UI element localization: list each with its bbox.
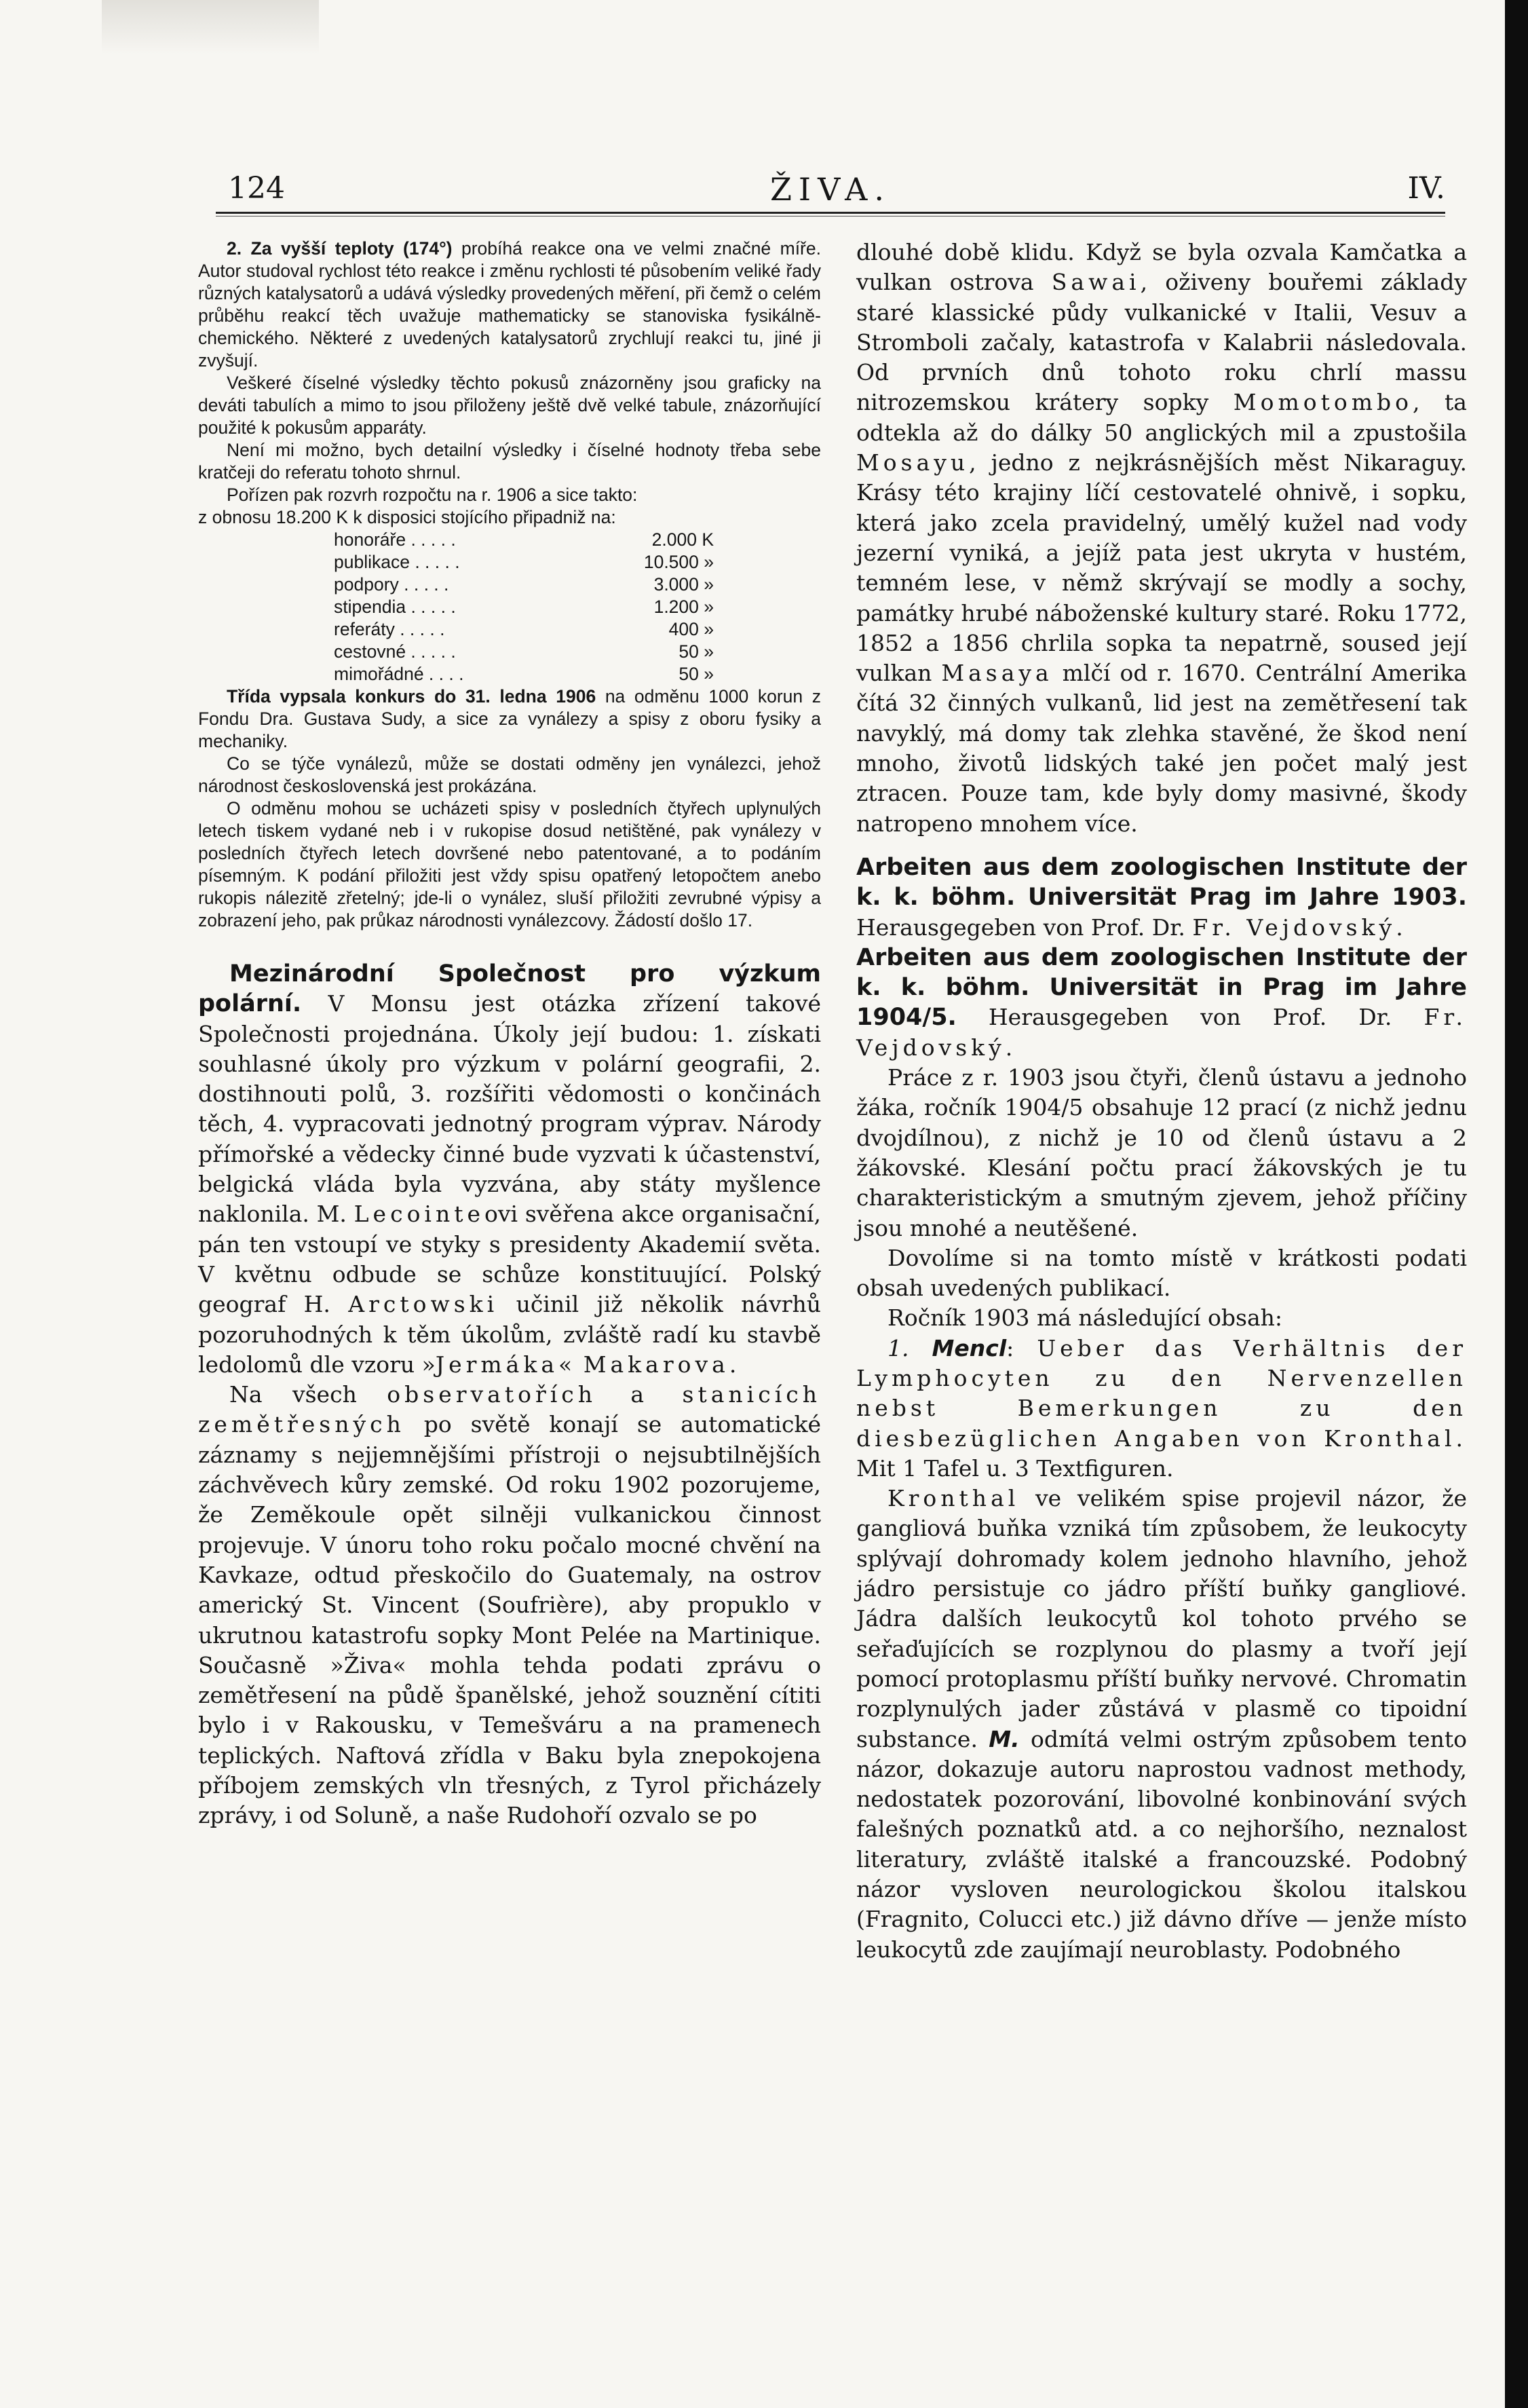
paragraph [198,1380,821,1830]
paragraph-text: , ta odtekla až do dálky 50 anglických mil a zpustošila [856,389,1467,446]
paragraph-text: V Monsu jest otázka zřízení takové Společnosti projednána. Úkoly její budou: 1. získati souhlasné úkoly pro výzkum v polární geografii, 2. dostihnouti polů, 3. rozšířiti vědomosti o končinách těch, 4. vypracovati jednotný program výprav. Národy přímořské a vědecky činné bude vyzvati k účastenství, belgická vláda byla vyzvána, aby státy myšlence naklonila. M. [198,990,821,1228]
table-row [334,573,714,596]
budget-table [334,529,714,685]
paragraph-text: Mit 1 Tafel u. 3 Textfiguren. [856,1454,1174,1482]
paragraph-text: ve velikém spise projevil názor, že gangliová buňka vzniká tím způsobem, že leukocyty splývají dohromady kolem jednoho hlavního, jehož jádro persistuje co jádro příští buňky gangliové. Jádra dalších leukocytů kol tohoto prvého se seřaďujících se rozplynou do plasmy a tvoří její pomocí protoplasmu příští buňky nervové. Chromatin rozplynulých jader zůstává v plasmě co tipoidní substance. [856,1485,1467,1752]
budget-amount: 50 » [679,664,714,684]
paragraph-text: probíhá reakce ona ve velmi značné míře. Autor studoval rychlost této reakce i změnu rychlosti té působením veliké řady různých katalysatorů a udává výsledky provedených měření, při čemž o celém průběhu reakcí těch uvažuje mathematicky se stanoviska fysikálně-chemického. Některé z uvedených katalysatorů zrychlují reakci tu, jiné ji zvyšují. [198,238,821,371]
volcano-continuation [856,238,1467,839]
paragraph: z obnosu 18.200 K k disposici stojícího připadniž na: [198,507,616,527]
table-row [334,551,714,573]
budget-item: honoráře . . . . . [334,529,456,550]
paragraph-text: mlčí od r. 1670. Centrální Amerika čítá 32 činných vulkanů, lid jest na zemětřesení tak navyklý, má domy tak zlehka stavěné, že škod není mnoho, životů lidských také jen počet malý jest ztracen. Pouze tam, kde byly domy masivné, škody natropeno mnohem více. [856,660,1467,837]
report-small-print [198,238,821,932]
budget-item: referáty . . . . . [334,619,445,639]
header-rule [216,212,1445,217]
spaced-name: Masaya [941,660,1053,687]
table-row [334,663,714,685]
review-title: Arbeiten aus dem zoologischen Institute der k. k. böhm. Universität in Prag im Jahre 1904/5. [856,943,1467,1032]
paragraph-lead: 2. Za vyšší teploty (174°) [227,238,453,259]
paragraph [198,685,821,753]
punctuation: . [1005,1034,1013,1061]
spaced-text: observatořích a stanicích [387,1381,821,1408]
table-row [334,596,714,618]
paragraph-text: dlouhé době klidu. Když se byla ozvala Kamčatka a vulkan ostrova [856,239,1467,296]
spaced-name: Jermáka« [435,1351,577,1378]
paragraph: O odměnu mohou se ucházeti spisy v posledních čtyřech uplynulých letech tiskem vydané neb i v rukopise dosud netištěné, pak vynálezy v posledních čtyřech letech dovršené nebo patentované, a to podáním písemným. K podání přiložiti jest vždy spisu opatřený letopočtem anebo rukopis nálezitě zřetelný; jde-li o vynález, sluší přiložiti zevrubné výpisy a zobrazení jeho, pak průkaz národnosti vynálezcovy. Žádostí došlo 17. [198,798,821,930]
volume-number: IV. [1407,171,1445,206]
spaced-name: Kronthal [887,1485,1020,1512]
item-number: 1. [887,1334,909,1361]
review-section [856,852,1467,1965]
scan-border [1505,0,1528,2408]
running-header [216,160,1445,214]
paragraph-text: , jedno z nejkrásnějších měst Nikaraguy. Krásy této krajiny líčí cestovatelé ohnivě, i sopku, která jako zcela pravidelný, umělý kužel nad vody jezerní vyniká, a jejíž pata jest ukryta v hustém, temném lese, v němž skrývají se modly a sochy, památky hrubé náboženské kultury staré. Roku 1772, 1852 a 1856 chrlila sopka ta nepatrně, soused její vulkan [856,449,1467,687]
spaced-name: Makarova [583,1351,729,1378]
editor-name: Fr. Vejdovský [1192,914,1396,941]
paragraph-text: po světě konají se automatické záznamy s nejjemnějšími přístroji o nejsubtilnějších záchvěvech kůry zemské. Od roku 1902 pozorujeme, že Zeměkoule opět silněji vulkanickou činnost projevuje. V únoru toho roku počalo mocné chvění na Kavkaze, odtud přeskočilo do Guatemaly, na ostrov americký St. Vincent (Soufrière), aby propuklo v ukrutnou katastrofu sopky Mont Pelée na Martinique. Současně »Živa« mohla tehda podati zprávu o zemětřesení na půdě španělské, jehož souznění cítiti bylo i v Rakousku, v Temešváru a na pramenech teplických. Naftová zřídla v Baku byla znepokojena příbojem zemských vln třesných, z Tyrol přicházely zprávy, i od Soluně, a naše Rudohoří ozvalo se po [198,1411,821,1829]
budget-amount: 50 » [679,641,714,662]
spaced-name: Mosayu [856,449,970,476]
paragraph-text: Herausgegeben von Prof. Dr. [988,1004,1392,1031]
budget-amount: 10.500 » [643,552,714,572]
budget-item: cestovné . . . . . [334,641,456,662]
paragraph: Práce z r. 1903 jsou čtyři, členů ústavu a jednoho žáka, ročník 1904/5 obsahuje 12 prací (z nichž jednu dvojdílnou), z nichž je 10 od členů ústavu a 2 žákovské. Klesání počtu prací žákovských je tu charakteristickým a smutným zjevem, jehož příčiny jsou mnohé a neutěšené. [856,1064,1467,1241]
paragraph: Dovolíme si na tomto místě v krátkosti podati obsah uvedených publikací. [856,1244,1467,1302]
page-number: 124 [228,171,285,206]
paragraph-text: Na všech [229,1381,357,1408]
paragraph-text: , oživeny bouřemi základy staré klassické půdy vulkanické v Italii, Vesuv a Stromboli začaly, katastrofa v Kalabrii následovala. Od prvních dnů tohoto roku chrlí massu nitrozemskou krátery sopky [856,269,1467,416]
section-heading: Mezinárodní Společnost pro výzkum polární. [198,960,821,1018]
paragraph [856,943,1467,1063]
paragraph-text: . [729,1351,737,1378]
table-row [334,529,714,551]
paragraph-text: odmítá velmi ostrým způsobem tento názor, dokazuje autoru naprostou vadnost methody, nedostatek pozorování, libovolné konbinování svých falešných poznatků atd. a co nejhoršího, neznalost literatury, zvláště italské a francouzské. Podobný názor vysloven neurologickou školou italskou (Fragnito, Colucci etc.) již dávno dříve — jenže místo leukocytů zde zaujímají neuroblasty. Podobného [856,1725,1467,1963]
paragraph-text: ovi svěřena akce organisační, pán ten vstoupí ve styky s presidenty Akademií světa. V květnu odbude se schůze konstituující. Polský geograf H. [198,1201,821,1318]
polar-society-article [198,959,821,1831]
budget-item: publikace . . . . . [334,552,460,572]
work-title: Ueber das Verhältnis der Lymphocyten zu den Nervenzellen nebst Bemerkungen zu den diesbezüglichen Angaben von Kronthal. [856,1334,1467,1452]
review-title: Arbeiten aus dem zoologischen Institute der k. k. böhm. Universität Prag im Jahre 1903. [856,853,1467,911]
table-row [334,618,714,641]
left-column [198,238,821,1831]
paragraph [198,959,821,1380]
paragraph-text: na odměnu 1000 korun z Fondu Dra. Gustava Sudy, a sice za vynálezy a spisy z oboru fysiky a mechaniky. [198,686,822,751]
punctuation: : [1006,1334,1014,1361]
paragraph: Ročník 1903 má následující obsah: [887,1304,1283,1332]
paragraph-text: učinil již několik návrhů pozoruhodných k těm úkolům, zvláště radí ku stavbě ledolomů dle vzoru » [198,1291,821,1378]
journal-title: ŽIVA. [769,171,892,208]
spaced-name: Lecointe [354,1201,485,1228]
author-abbrev: M. [989,1725,1020,1752]
paragraph [856,238,1467,839]
budget-amount: 2.000 K [651,529,714,550]
paragraph-lead: Třída vypsala konkurs do 31. ledna 1906 [227,686,596,707]
right-column [856,238,1467,1965]
budget-item: stipendia . . . . . [334,597,456,617]
paragraph-text: Herausgegeben von Prof. Dr. [856,914,1185,941]
paragraph [198,238,821,372]
spaced-text: zemětřesných [198,1411,405,1438]
spaced-name: Arctowski [348,1291,499,1318]
budget-amount: 1.200 » [653,597,714,617]
paragraph: Veškeré číselné výsledky těchto pokusů znázorněny jsou graficky na deváti tabulích a mimo to jsou přiloženy ještě dvě velké tabule, znázorňující použité k pokusům apparáty. [198,373,821,438]
paragraph [856,1334,1467,1484]
spaced-name: Momotombo [1233,389,1413,416]
author-name: Mencl [932,1334,1007,1361]
budget-item: podpory . . . . . [334,574,449,595]
paragraph [856,1484,1467,1965]
punctuation: . [1396,914,1403,941]
budget-amount: 400 » [668,619,714,639]
editor-name: Fr. Vejdovský [856,1004,1467,1061]
table-row [334,641,714,663]
paragraph: Pořízen pak rozvrh rozpočtu na r. 1906 a sice takto: [227,485,638,505]
paragraph: Není mi možno, bych detailní výsledky i číselné hodnoty třeba sebe kratčeji do referatu tohoto shrnul. [198,440,821,483]
budget-item: mimořádné . . . . [334,664,464,684]
spaced-name: Sawai [1051,269,1141,296]
scan-smudge [102,0,319,54]
budget-amount: 3.000 » [653,574,714,595]
paragraph [856,852,1467,943]
paragraph: Co se týče vynálezů, může se dostati odměny jen vynálezci, jehož národnost československá jest prokázána. [198,753,821,796]
